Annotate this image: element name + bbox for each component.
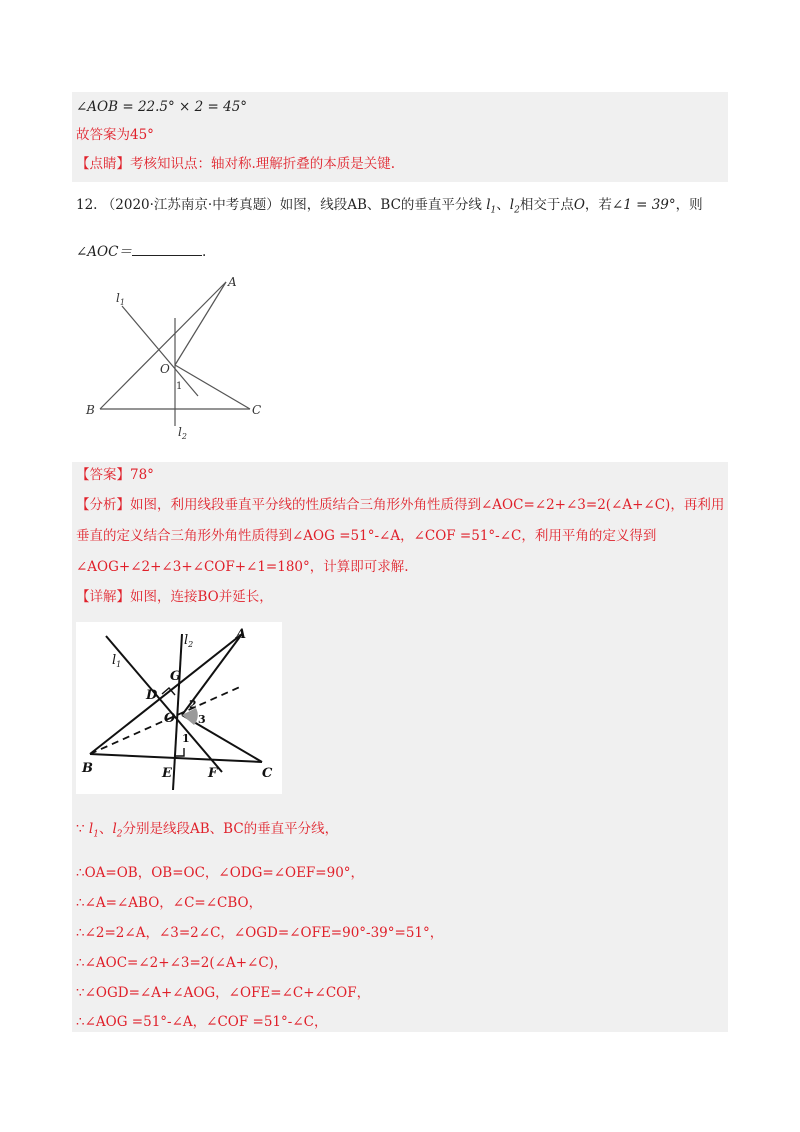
line-l2 <box>509 197 520 216</box>
condition: ∠1 = 39° <box>611 197 676 213</box>
solution-step-1 <box>76 864 364 882</box>
label-b: B <box>86 403 95 417</box>
segment-oa <box>175 282 226 365</box>
label-e: E <box>162 766 172 781</box>
solution-step-4 <box>76 954 287 972</box>
label-c: C <box>262 766 273 781</box>
question-text-a: 如图，线段AB、BC的垂直平分线 <box>279 197 482 213</box>
label-angle-1: 1 <box>182 732 190 745</box>
detail-line <box>76 588 273 606</box>
label-l2: $l_2$ <box>178 425 187 441</box>
question-text-d: ，则 <box>675 197 703 213</box>
analysis-text-2: 垂直的定义结合三角形外角性质得到∠AOG =51°-∠A，∠COF =51°-∠C，利用平角的定义得到 <box>76 528 657 544</box>
analysis-text-3: ∠AOG+∠2+∠3+∠COF+∠1=180°，计算即可求解. <box>76 559 409 575</box>
l2-letter: l <box>509 197 515 213</box>
question-text-b: 相交于点 <box>519 197 574 213</box>
solution-step-6 <box>76 1013 327 1031</box>
point-o: O <box>573 197 585 213</box>
label-a: A <box>236 627 247 642</box>
segment-oc <box>175 365 250 409</box>
answer-value: 78° <box>130 467 154 483</box>
label-angle-3: 3 <box>198 713 206 726</box>
analysis-line-2 <box>76 527 656 545</box>
step0-l2-sub: 2 <box>116 829 123 840</box>
analysis-line-3 <box>76 558 409 576</box>
label-angle-2: 2 <box>189 698 197 711</box>
step0-l2-letter: l <box>112 821 117 837</box>
separator: 、 <box>496 197 510 213</box>
step4-text: ∴∠AOC=∠2+∠3=2(∠A+∠C)， <box>76 955 288 971</box>
l1-letter: l <box>486 197 491 213</box>
label-c: C <box>252 403 262 417</box>
step0-l2 <box>112 821 123 840</box>
step0-l1 <box>88 821 99 840</box>
line-l1 <box>486 197 497 216</box>
because-symbol: ∵ <box>76 821 85 837</box>
label-l1: $l_1$ <box>112 653 122 669</box>
detail-text: 如图，连接BO并延长， <box>130 589 273 605</box>
comment-text: 考核知识点：轴对称.理解折叠的本质是关键. <box>130 156 396 172</box>
answer-blank <box>132 243 202 256</box>
step0-separator: 、 <box>98 821 113 837</box>
step2-text: ∴∠A=∠ABO，∠C=∠CBO， <box>76 895 263 911</box>
figure-2 <box>76 622 282 794</box>
solution-step-3 <box>76 924 443 942</box>
label-l1: $l_1$ <box>116 291 125 307</box>
comment-line <box>76 155 395 173</box>
label-angle-1: 1 <box>176 381 183 392</box>
label-d: D <box>146 688 158 703</box>
analysis-line-1 <box>76 496 724 514</box>
analysis-text-1: 如图，利用线段垂直平分线的性质结合三角形外角性质得到∠AOC=∠2+∠3=2(∠A+∠C)，再利用 <box>130 497 725 513</box>
step3-text: ∴∠2=2∠A，∠3=2∠C，∠OGD=∠OFE=90°-39°=51°， <box>76 925 444 941</box>
step0-text: 分别是线段AB、BC的垂直平分线， <box>122 821 339 837</box>
aob-formula: ∠AOB = 22.5° × 2 = 45° <box>76 99 248 115</box>
step0-l1-letter: l <box>88 821 94 837</box>
question-number: 12. <box>76 197 98 213</box>
figure-1 <box>80 268 280 448</box>
line-l1 <box>122 306 198 396</box>
question-line-1 <box>76 196 703 220</box>
label-l2: $l_2$ <box>184 633 194 649</box>
comment-tag: 【点睛】 <box>76 156 130 172</box>
label-o: O <box>164 711 176 726</box>
line-l1 <box>106 636 222 772</box>
detail-tag: 【详解】 <box>76 589 130 605</box>
question-source: （2020·江苏南京·中考真题） <box>101 197 280 213</box>
analysis-tag: 【分析】 <box>76 497 130 513</box>
label-g: G <box>170 669 182 684</box>
solution-step-5 <box>76 984 370 1002</box>
question-text-c: ，若 <box>584 197 612 213</box>
answer-tag-line <box>76 466 154 484</box>
formula-line <box>76 98 247 116</box>
step6-text: ∴∠AOG =51°-∠A，∠COF =51°-∠C， <box>76 1014 328 1030</box>
l2-sub: 2 <box>514 205 520 216</box>
step1-text: ∴OA=OB，OB=OC，∠ODG=∠OEF=90°， <box>76 865 365 881</box>
question-line-2 <box>76 243 206 261</box>
answer-tag: 【答案】 <box>76 467 130 483</box>
l1-sub: 1 <box>490 205 497 216</box>
label-b: B <box>82 761 93 776</box>
step0-l1-sub: 1 <box>93 829 99 840</box>
solution-step-0 <box>76 820 338 844</box>
label-a: A <box>228 275 237 289</box>
aoc-prefix: ∠AOC＝ <box>76 244 132 260</box>
label-f: F <box>208 766 218 781</box>
solution-step-2 <box>76 894 262 912</box>
aoc-suffix: . <box>201 244 207 260</box>
label-o: O <box>160 362 170 376</box>
answer-statement: 故答案为45° <box>76 127 154 143</box>
step5-text: ∵∠OGD=∠A+∠AOG，∠OFE=∠C+∠COF， <box>76 985 371 1001</box>
answer-line <box>76 126 154 144</box>
